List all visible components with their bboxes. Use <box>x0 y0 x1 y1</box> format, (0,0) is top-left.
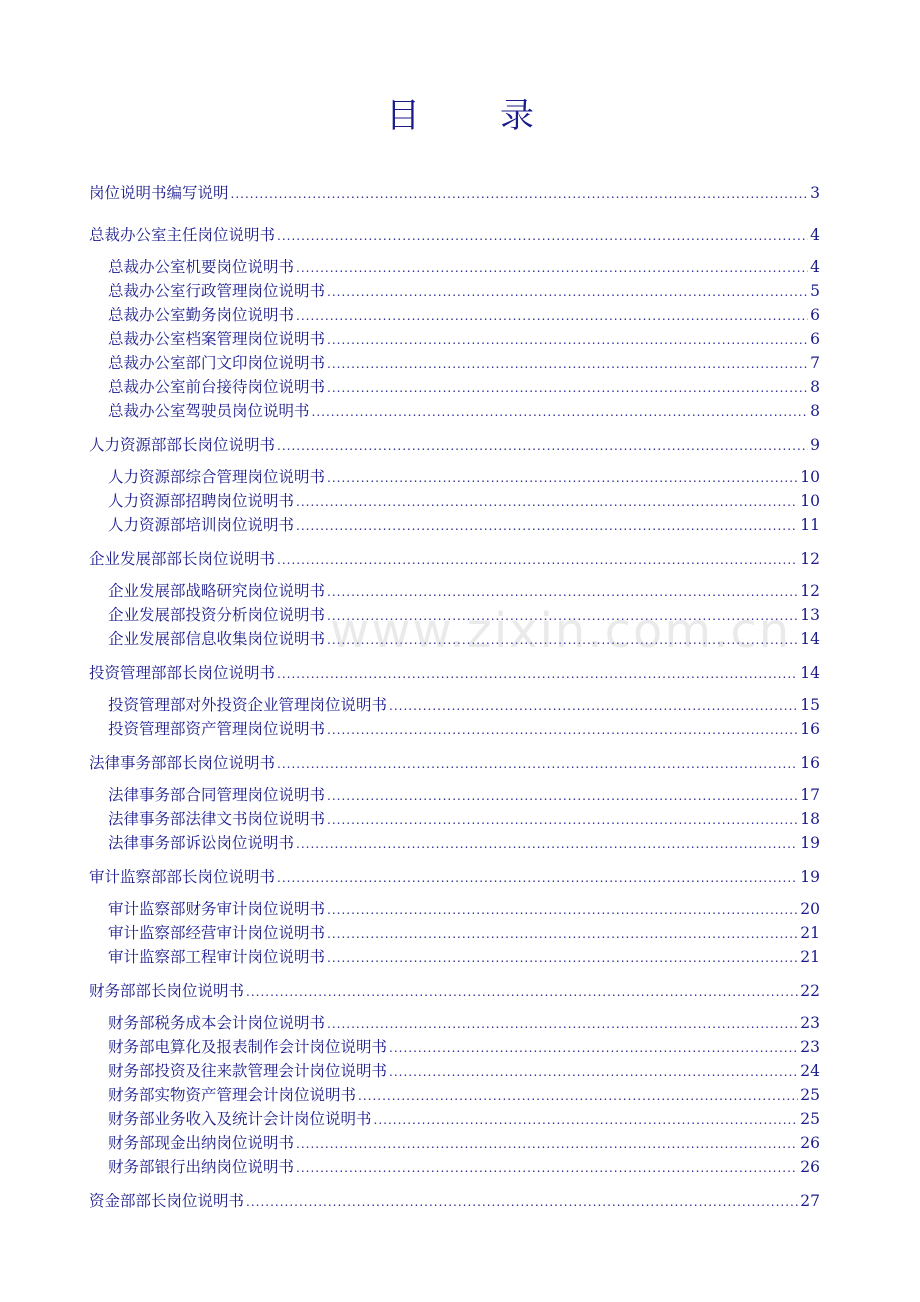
toc-entry-label: 审计监察部工程审计岗位说明书 <box>108 948 326 966</box>
toc-subsection-entry[interactable] <box>89 303 820 327</box>
toc-page-number: 8 <box>810 378 820 396</box>
toc-dot-leader <box>327 808 798 832</box>
toc-entry-label: 投资管理部资产管理岗位说明书 <box>108 720 326 738</box>
toc-section-entry[interactable] <box>89 750 820 783</box>
toc-entry-label: 资金部部长岗位说明书 <box>89 1192 245 1210</box>
toc-subsection-entry[interactable] <box>89 351 820 375</box>
toc-entry-label: 企业发展部投资分析岗位说明书 <box>108 606 326 624</box>
toc-dot-leader <box>374 1108 799 1132</box>
toc-page-number: 18 <box>800 810 820 828</box>
toc-page-number: 21 <box>800 948 820 966</box>
toc-dot-leader <box>327 922 798 946</box>
toc-dot-leader <box>296 256 808 280</box>
toc-subsection-entry[interactable] <box>89 489 820 513</box>
toc-entry-label: 法律事务部法律文书岗位说明书 <box>108 810 326 828</box>
toc-group <box>89 546 820 651</box>
toc-page-number: 23 <box>800 1038 820 1056</box>
title-char-2: 录 <box>500 96 534 136</box>
toc-entry-label: 总裁办公室行政管理岗位说明书 <box>108 282 326 300</box>
toc-page-number: 10 <box>800 492 820 510</box>
toc-dot-leader <box>277 865 798 891</box>
toc-dot-leader <box>327 1012 798 1036</box>
toc-group <box>89 660 820 741</box>
toc-page-number: 24 <box>800 1062 820 1080</box>
toc-subsection-entry[interactable] <box>89 717 820 741</box>
toc-dot-leader <box>327 784 798 808</box>
toc-entry-label: 企业发展部战略研究岗位说明书 <box>108 582 326 600</box>
toc-page-number: 14 <box>800 664 820 682</box>
toc-dot-leader <box>277 433 808 459</box>
toc-group <box>89 750 820 855</box>
toc-page-number: 5 <box>810 282 820 300</box>
toc-entry-label: 企业发展部部长岗位说明书 <box>89 550 276 568</box>
toc-entry-label: 审计监察部部长岗位说明书 <box>89 868 276 886</box>
toc-group <box>89 978 820 1179</box>
toc-entry-label: 总裁办公室主任岗位说明书 <box>89 226 276 244</box>
toc-group <box>89 222 820 423</box>
toc-dot-leader <box>389 694 798 718</box>
toc-subsection-entry[interactable] <box>89 603 820 627</box>
toc-entry-label: 财务部部长岗位说明书 <box>89 982 245 1000</box>
toc-subsection-entry[interactable] <box>89 513 820 537</box>
toc-dot-leader <box>327 580 798 604</box>
toc-section-entry[interactable] <box>89 1188 820 1221</box>
toc-subsection-entry[interactable] <box>89 945 820 969</box>
toc-dot-leader <box>327 604 798 628</box>
toc-page-number: 23 <box>800 1014 820 1032</box>
toc-page-number: 21 <box>800 924 820 942</box>
toc-section-entry[interactable] <box>89 864 820 897</box>
toc-entry-label: 法律事务部部长岗位说明书 <box>89 754 276 772</box>
toc-dot-leader <box>327 946 798 970</box>
toc-dot-leader <box>389 1036 798 1060</box>
toc-page-number: 19 <box>800 834 820 852</box>
toc-dot-leader <box>246 1189 798 1215</box>
toc-dot-leader <box>277 223 808 249</box>
toc-dot-leader <box>327 466 798 490</box>
toc-subsection-entry[interactable] <box>89 1011 820 1035</box>
page-title <box>0 88 920 137</box>
toc-entry-label: 投资管理部对外投资企业管理岗位说明书 <box>108 696 388 714</box>
toc-entry-label: 企业发展部信息收集岗位说明书 <box>108 630 326 648</box>
toc-page-number: 26 <box>800 1134 820 1152</box>
toc-page-number: 17 <box>800 786 820 804</box>
toc-entry-label: 总裁办公室驾驶员岗位说明书 <box>108 402 310 420</box>
table-of-contents <box>89 180 820 1230</box>
toc-entry-label: 总裁办公室机要岗位说明书 <box>108 258 295 276</box>
toc-entry-label: 总裁办公室部门文印岗位说明书 <box>108 354 326 372</box>
toc-entry-label: 财务部实物资产管理会计岗位说明书 <box>108 1086 357 1104</box>
toc-entry-label: 总裁办公室勤务岗位说明书 <box>108 306 295 324</box>
toc-entry-label: 财务部业务收入及统计会计岗位说明书 <box>108 1110 372 1128</box>
toc-page-number: 3 <box>810 184 820 202</box>
toc-dot-leader <box>277 547 798 573</box>
toc-page-number: 25 <box>800 1086 820 1104</box>
toc-entry-label: 财务部银行出纳岗位说明书 <box>108 1158 295 1176</box>
toc-dot-leader <box>312 400 809 424</box>
toc-dot-leader <box>296 490 798 514</box>
toc-entry-label: 总裁办公室前台接待岗位说明书 <box>108 378 326 396</box>
toc-entry-label: 总裁办公室档案管理岗位说明书 <box>108 330 326 348</box>
toc-subsection-entry[interactable] <box>89 693 820 717</box>
toc-section-entry[interactable] <box>89 546 820 579</box>
toc-dot-leader <box>296 832 798 856</box>
toc-dot-leader <box>296 1132 798 1156</box>
toc-dot-leader <box>327 280 808 304</box>
toc-dot-leader <box>327 718 798 742</box>
toc-subsection-entry[interactable] <box>89 375 820 399</box>
toc-subsection-entry[interactable] <box>89 921 820 945</box>
toc-dot-leader <box>389 1060 798 1084</box>
toc-page-number: 7 <box>810 354 820 372</box>
toc-dot-leader <box>246 979 798 1005</box>
toc-page-number: 8 <box>810 402 820 420</box>
toc-entry-label: 法律事务部合同管理岗位说明书 <box>108 786 326 804</box>
toc-section-entry[interactable] <box>89 432 820 465</box>
toc-section-entry[interactable] <box>89 660 820 693</box>
toc-subsection-entry[interactable] <box>89 1059 820 1083</box>
toc-subsection-entry[interactable] <box>89 1107 820 1131</box>
toc-subsection-entry[interactable] <box>89 807 820 831</box>
toc-section-entry[interactable] <box>89 222 820 255</box>
toc-page-number: 13 <box>800 606 820 624</box>
toc-page-number: 11 <box>800 516 820 534</box>
title-char-1: 目 <box>386 96 420 136</box>
toc-dot-leader <box>277 751 798 777</box>
toc-subsection-entry[interactable] <box>89 579 820 603</box>
toc-subsection-entry[interactable] <box>89 279 820 303</box>
toc-page-number: 9 <box>810 436 820 454</box>
toc-dot-leader <box>296 514 798 538</box>
toc-page-number: 15 <box>800 696 820 714</box>
toc-page-number: 19 <box>800 868 820 886</box>
toc-dot-leader <box>327 328 808 352</box>
toc-page-number: 16 <box>800 754 820 772</box>
toc-subsection-entry[interactable] <box>89 1035 820 1059</box>
toc-dot-leader <box>327 376 808 400</box>
toc-dot-leader <box>327 352 808 376</box>
toc-entry-label: 审计监察部财务审计岗位说明书 <box>108 900 326 918</box>
toc-group <box>89 432 820 537</box>
toc-subsection-entry[interactable] <box>89 1131 820 1155</box>
toc-dot-leader <box>327 898 798 922</box>
toc-group <box>89 180 820 213</box>
watermark: www.zixin.com.cn <box>330 603 792 659</box>
toc-page-number: 10 <box>800 468 820 486</box>
toc-dot-leader <box>231 181 809 207</box>
toc-page-number: 25 <box>800 1110 820 1128</box>
toc-entry-label: 人力资源部招聘岗位说明书 <box>108 492 295 510</box>
toc-subsection-entry[interactable] <box>89 399 820 423</box>
toc-dot-leader <box>358 1084 798 1108</box>
toc-section-entry[interactable] <box>89 180 820 213</box>
toc-page-number: 27 <box>800 1192 820 1210</box>
toc-page-number: 20 <box>800 900 820 918</box>
toc-entry-label: 人力资源部培训岗位说明书 <box>108 516 295 534</box>
toc-entry-label: 法律事务部诉讼岗位说明书 <box>108 834 295 852</box>
toc-entry-label: 财务部现金出纳岗位说明书 <box>108 1134 295 1152</box>
toc-group <box>89 1188 820 1221</box>
toc-subsection-entry[interactable] <box>89 897 820 921</box>
toc-section-entry[interactable] <box>89 978 820 1011</box>
toc-subsection-entry[interactable] <box>89 327 820 351</box>
toc-page-number: 14 <box>800 630 820 648</box>
toc-entry-label: 投资管理部部长岗位说明书 <box>89 664 276 682</box>
toc-subsection-entry[interactable] <box>89 831 820 855</box>
toc-subsection-entry[interactable] <box>89 627 820 651</box>
toc-entry-label: 审计监察部经营审计岗位说明书 <box>108 924 326 942</box>
toc-group <box>89 864 820 969</box>
toc-dot-leader <box>277 661 798 687</box>
toc-entry-label: 财务部电算化及报表制作会计岗位说明书 <box>108 1038 388 1056</box>
toc-dot-leader <box>327 628 798 652</box>
toc-subsection-entry[interactable] <box>89 783 820 807</box>
toc-entry-label: 财务部投资及往来款管理会计岗位说明书 <box>108 1062 388 1080</box>
toc-page-number: 12 <box>800 550 820 568</box>
toc-entry-label: 岗位说明书编写说明 <box>89 184 229 202</box>
toc-page-number: 4 <box>810 258 820 276</box>
toc-page-number: 26 <box>800 1158 820 1176</box>
toc-subsection-entry[interactable] <box>89 1155 820 1179</box>
toc-page-number: 16 <box>800 720 820 738</box>
toc-page-number: 22 <box>800 982 820 1000</box>
toc-entry-label: 财务部税务成本会计岗位说明书 <box>108 1014 326 1032</box>
toc-page-number: 12 <box>800 582 820 600</box>
toc-page-number: 6 <box>810 306 820 324</box>
toc-page-number: 6 <box>810 330 820 348</box>
toc-subsection-entry[interactable] <box>89 465 820 489</box>
toc-page-number: 4 <box>810 226 820 244</box>
toc-subsection-entry[interactable] <box>89 1083 820 1107</box>
toc-entry-label: 人力资源部综合管理岗位说明书 <box>108 468 326 486</box>
toc-subsection-entry[interactable] <box>89 255 820 279</box>
toc-entry-label: 人力资源部部长岗位说明书 <box>89 436 276 454</box>
toc-dot-leader <box>296 304 808 328</box>
toc-dot-leader <box>296 1156 798 1180</box>
